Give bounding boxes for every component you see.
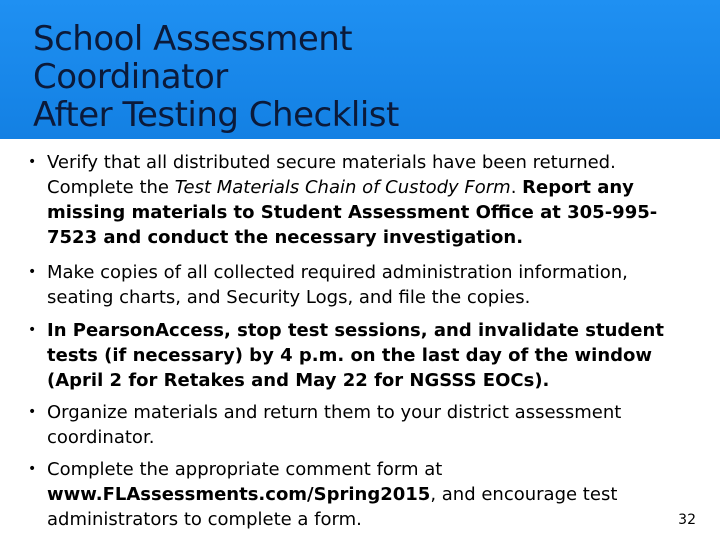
- bullet-text-part: In PearsonAccess, stop test sessions, and invalidate student tests (if necessary) by 4 p.m. on the last day of the window (April 2 for Retakes and May 22 for NGSSS EOCs).: [47, 320, 664, 391]
- title-line-3: After Testing Checklist: [33, 95, 399, 135]
- bullet-text-part: .: [510, 177, 523, 198]
- bullet-text-part: Organize materials and return them to your district assessment coordinator.: [47, 402, 622, 448]
- title-banner: [0, 0, 720, 139]
- report-instruction: Report any missing materials to Student Assessment Office at 305-995-7523 and conduct the necessary investigation.: [47, 177, 658, 248]
- bullet-text: [47, 150, 678, 250]
- bullet-text: [47, 400, 678, 450]
- bullet-text-part: , and encourage test administrators to complete a form.: [47, 484, 618, 530]
- bullet-item-comment-form: [28, 457, 678, 532]
- bullet-item-organize-materials: [28, 400, 678, 450]
- bullet-item-pearsonaccess: [28, 318, 678, 393]
- bullet-item-verify-materials: [28, 150, 678, 250]
- bullet-text: [47, 260, 678, 310]
- title-line-2: Coordinator: [33, 57, 228, 97]
- form-name: Test Materials Chain of Custody Form: [174, 177, 511, 198]
- slide-title: [33, 20, 399, 134]
- bullet-text: [47, 318, 678, 393]
- title-line-1: School Assessment: [33, 19, 353, 59]
- page-number: 32: [678, 512, 696, 528]
- bullet-marker: •: [28, 154, 37, 170]
- bullet-text-part: Verify that all distributed secure materials have been returned. Complete the: [47, 152, 616, 198]
- bullet-marker: •: [28, 461, 37, 477]
- bullet-text: [47, 457, 678, 532]
- bullet-text-part: Complete the appropriate comment form at: [47, 459, 443, 480]
- bullet-marker: •: [28, 264, 37, 280]
- bullet-text-part: Make copies of all collected required administration information, seating charts, and Security Logs, and file the copies.: [47, 262, 628, 308]
- bullet-marker: •: [28, 322, 37, 338]
- bullet-marker: •: [28, 404, 37, 420]
- comment-form-link[interactable]: www.FLAssessments.com/Spring2015: [47, 484, 431, 505]
- bullet-item-make-copies: [28, 260, 678, 310]
